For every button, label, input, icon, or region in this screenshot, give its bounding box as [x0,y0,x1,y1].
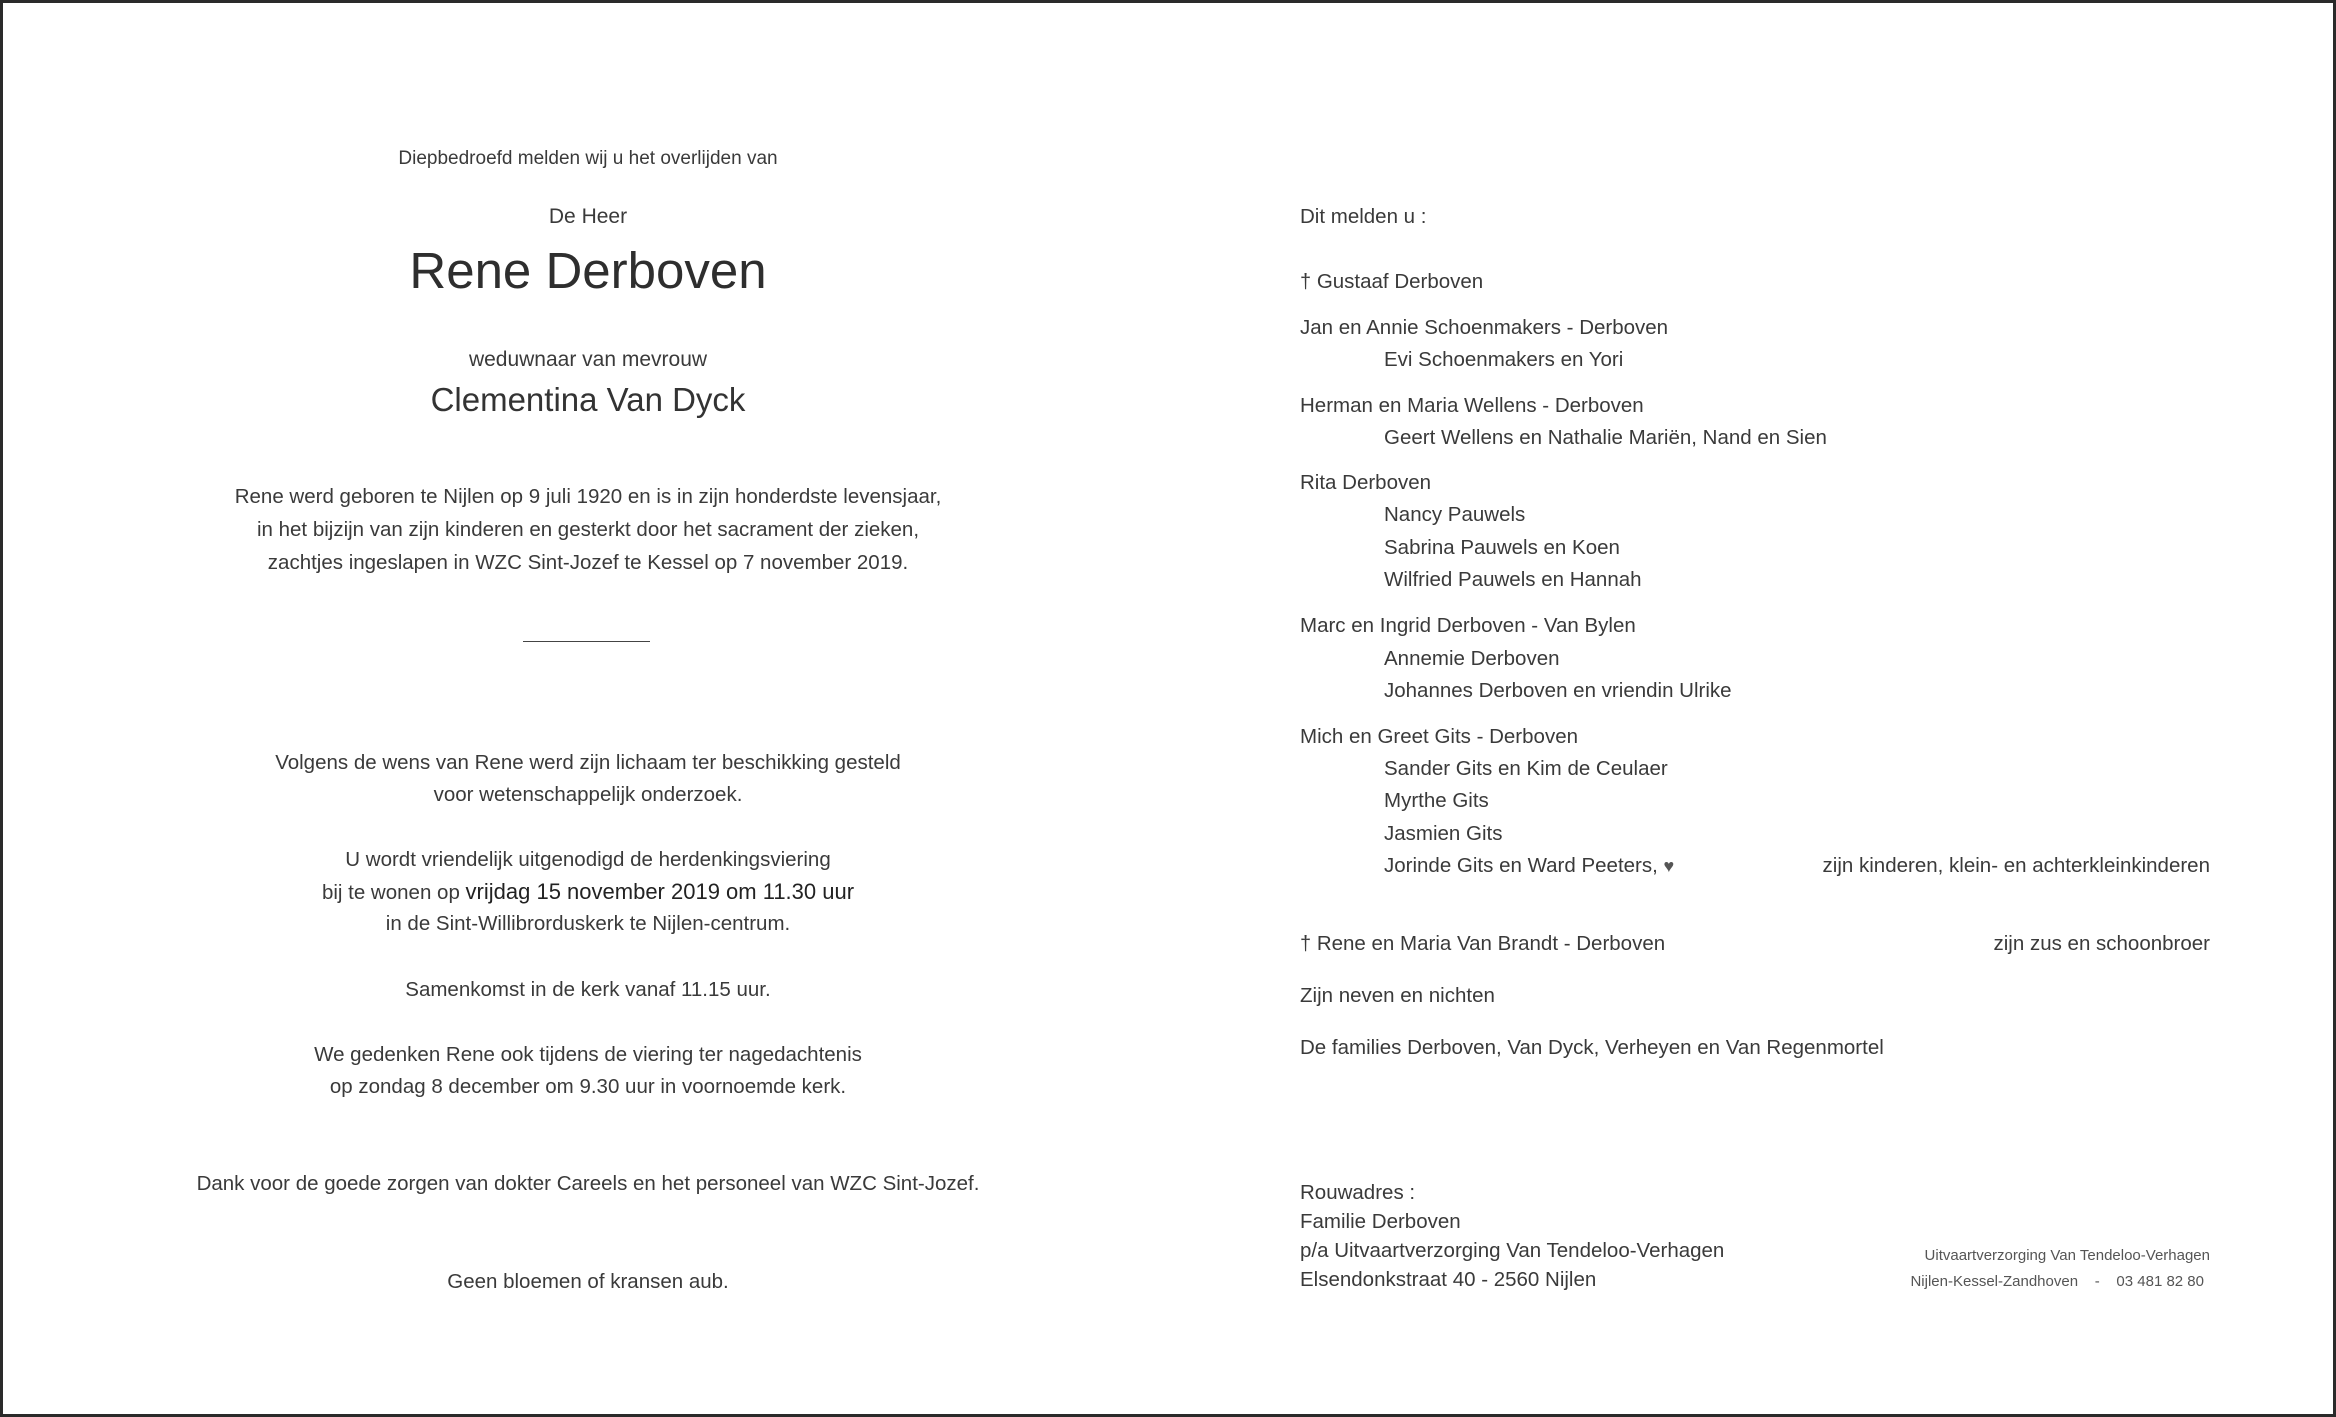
bio-line-3: zachtjes ingeslapen in WZC Sint-Jozef te Kessel op 7 november 2019. [267,551,909,574]
gustaaf-name: Gustaaf Derboven [1316,270,1484,293]
no-flowers-text: Geen bloemen of kransen aub. [447,1270,729,1293]
funeral-home-contact [1910,1271,2204,1293]
family5-child-name: Jorinde Gits en Ward Peeters, [1384,854,1658,877]
science-line-2: voor wetenschappelijk onderzoek. [433,783,743,806]
science-line-1: Volgens de wens van Rene werd zijn lichaam ter beschikking gesteld [275,751,901,774]
family1-parents: Jan en Annie Schoenmakers - Derboven [1300,316,1669,339]
invite-line-2 [113,875,1063,909]
children-relation: zijn kinderen, klein- en achterkleinkinderen [1822,854,2210,877]
family5-parents: Mich en Greet Gits - Derboven [1300,725,1578,748]
family3-parents: Rita Derboven [1300,471,1432,494]
intro-text: Diepbedroefd melden wij u het overlijden van [398,148,778,169]
right-column [1300,3,2210,1414]
address-line-3: Elsendonkstraat 40 - 2560 Nijlen [1300,1268,1597,1291]
family3-child: Sabrina Pauwels en Koen [1384,536,1620,559]
memorial-line-1: We gedenken Rene ook tijdens de viering ter nagedachtenis [314,1043,862,1066]
gathering-text: Samenkomst in de kerk vanaf 11.15 uur. [405,978,771,1001]
sibling-line [1300,930,1665,958]
address-line-1: Familie Derboven [1300,1210,1461,1233]
bio-line-2: in het bijzijn van zijn kinderen en gesterkt door het sacrament der zieken, [256,518,920,541]
announcers-header: Dit melden u : [1300,205,1427,228]
family4-child: Annemie Derboven [1384,647,1560,670]
funeral-home-locations: Nijlen-Kessel-Zandhoven [1910,1273,2079,1290]
invite-line-2-prefix: bij te wonen op [321,881,466,904]
ceremony-datetime: vrijdag 15 november 2019 om 11.30 uur [465,879,855,904]
spouse-name: Clementina Van Dyck [430,381,746,418]
families-line: De families Derboven, Van Dyck, Verheyen en Van Regenmortel [1300,1036,1884,1059]
family-gustaaf [1300,268,1483,296]
heart-icon: ♥ [1663,856,1675,876]
family3-child: Wilfried Pauwels en Hannah [1384,568,1642,591]
family4-child: Johannes Derboven en vriendin Ulrike [1384,679,1732,702]
sibling-relation: zijn zus en schoonbroer [1993,932,2210,955]
family1-child: Evi Schoenmakers en Yori [1384,348,1624,371]
invite-line-3: in de Sint-Willibrorduskerk te Nijlen-centrum. [385,912,791,935]
funeral-home-name: Uitvaartverzorging Van Tendeloo-Verhagen [1924,1247,2210,1264]
sibling-names: Rene en Maria Van Brandt - Derboven [1316,932,1666,955]
family5-child [1384,852,1674,880]
address-line-2: p/a Uitvaartverzorging Van Tendeloo-Verhagen [1300,1239,1725,1262]
thanks-text: Dank voor de goede zorgen van dokter Careels en het personeel van WZC Sint-Jozef. [196,1172,980,1195]
family5-child: Sander Gits en Kim de Ceulaer [1384,757,1668,780]
divider-line [523,641,650,642]
title-prefix: De Heer [548,205,628,228]
family2-parents: Herman en Maria Wellens - Derboven [1300,394,1644,417]
family4-parents: Marc en Ingrid Derboven - Van Bylen [1300,614,1636,637]
cousins-line: Zijn neven en nichten [1300,984,1495,1007]
funeral-home-separator: - [2094,1273,2100,1290]
address-label: Rouwadres : [1300,1181,1416,1204]
family5-child: Jasmien Gits [1384,822,1503,845]
family3-child: Nancy Pauwels [1384,503,1526,526]
deceased-name: Rene Derboven [409,242,767,299]
funeral-home-phone: 03 481 82 80 [2116,1273,2204,1290]
dagger-icon: † [1300,271,1312,293]
dagger-icon: † [1300,933,1312,955]
family5-child: Myrthe Gits [1384,789,1489,812]
memorial-line-2: op zondag 8 december om 9.30 uur in voornoemde kerk. [329,1075,847,1098]
bio-line-1: Rene werd geboren te Nijlen op 9 juli 1920 en is in zijn honderdste levensjaar, [234,485,942,508]
left-column [113,3,1063,1414]
family2-child: Geert Wellens en Nathalie Mariën, Nand en Sien [1384,426,1827,449]
widower-line: weduwnaar van mevrouw [468,348,708,371]
invite-line-1: U wordt vriendelijk uitgenodigd de herdenkingsviering [345,848,831,871]
